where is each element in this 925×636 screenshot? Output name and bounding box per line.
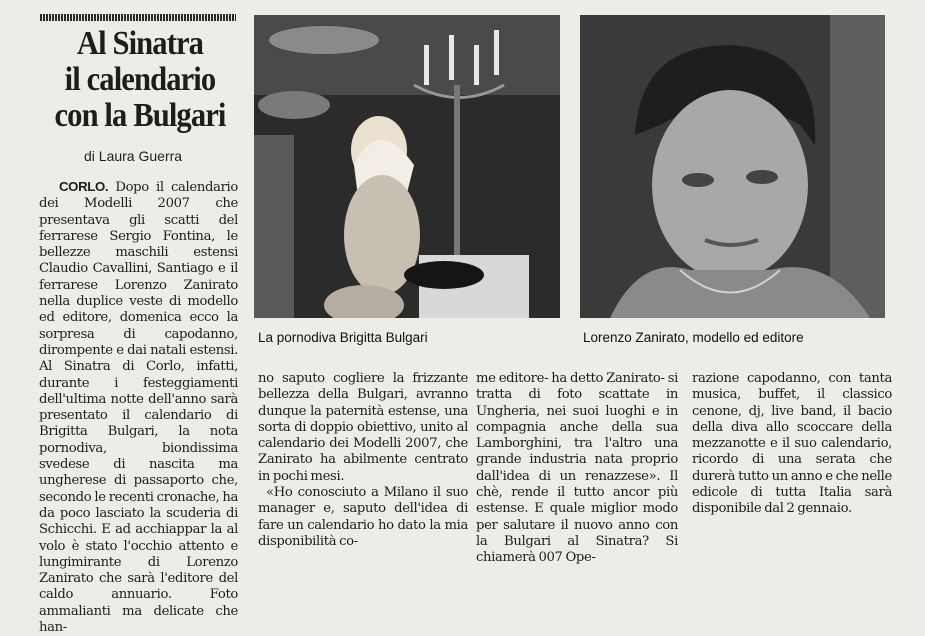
column-2-paragraph-1: no saputo cogliere la frizzante bellezza della Bulgari, avranno dunque la paternità estense, una sorta di doppio obiettivo, unito al calendario dei Modelli 2007, che Zanirato ha abilmente centrato in pochi mesi. bbox=[258, 371, 468, 484]
column-1-text: Dopo il calendario dei Modelli 2007 che presentava gli scatti del ferrarese Sergio Fontina, le bellezze maschili estensi Claudio Cavallini, Santiago e il ferrarese Lorenzo Zanirato nella duplice veste di modello ed editore, domenica ecco la sorpresa di capodanno, dirompente e dai natali estensi. Al Sinatra di Corlo, infatti, durante i festeggiamenti dell'ultima notte dell'anno sarà presentato il calendario di Brigitta Bulgari, la nota pornodiva, biondissima svedese di nascita ma ungherese di passaporto che, secondo le recenti cronache, ha da poco lasciato la scuderia di Schicchi. E ad acchiappar la al volo è stato l'occhio attento e lungimirante di Lorenzo Zanirato che sarà l'editore del caldo annuario. Foto ammalianti ma delicate che han- bbox=[39, 180, 238, 636]
column-3-text: me editore- ha detto Zanirato- si tratta di foto scattate in Ungheria, nei suoi luoghi e in compagnia anche della sua Lamborghini, tra l'altro una grande industria nata proprio dall'idea di un renazzese». Il chè, rende il tutto ancor più estense. E quale miglior modo per salutare il nuovo anno con la Bulgari al Sinatra? Si chiamerà 007 Ope- bbox=[476, 371, 678, 566]
column-2-paragraph-2: «Ho conosciuto a Milano il suo manager e, saputo dell'idea di fare un calendario ho dato la mia disponibilità co- bbox=[258, 485, 468, 549]
article-byline: di Laura Guerra bbox=[84, 148, 183, 164]
photo-caption-2: Lorenzo Zanirato, modello ed editore bbox=[583, 330, 804, 345]
article-column-3 bbox=[476, 371, 678, 567]
article-headline: Al Sinatra il calendario con la Bulgari bbox=[54, 25, 226, 134]
photo-lorenzo-zanirato bbox=[580, 15, 885, 318]
column-4-text: razione capodanno, con tanta musica, buffet, il classico cenone, dj, live band, il bacio della diva allo scoccare della mezzanotte e il suo calendario, ricordo di una serata che durerà tutto un anno e che nelle edicole di tutta Italia sarà disponibile dal 2 gennaio. bbox=[692, 371, 892, 517]
photo-caption-1: La pornodiva Brigitta Bulgari bbox=[258, 330, 428, 345]
article-column-1 bbox=[39, 179, 238, 636]
dateline: CORLO. bbox=[59, 179, 109, 194]
headline-rule bbox=[40, 14, 236, 21]
article-column-2 bbox=[258, 371, 468, 550]
article-column-4 bbox=[692, 371, 892, 518]
photo-brigitta-bulgari bbox=[254, 15, 560, 318]
